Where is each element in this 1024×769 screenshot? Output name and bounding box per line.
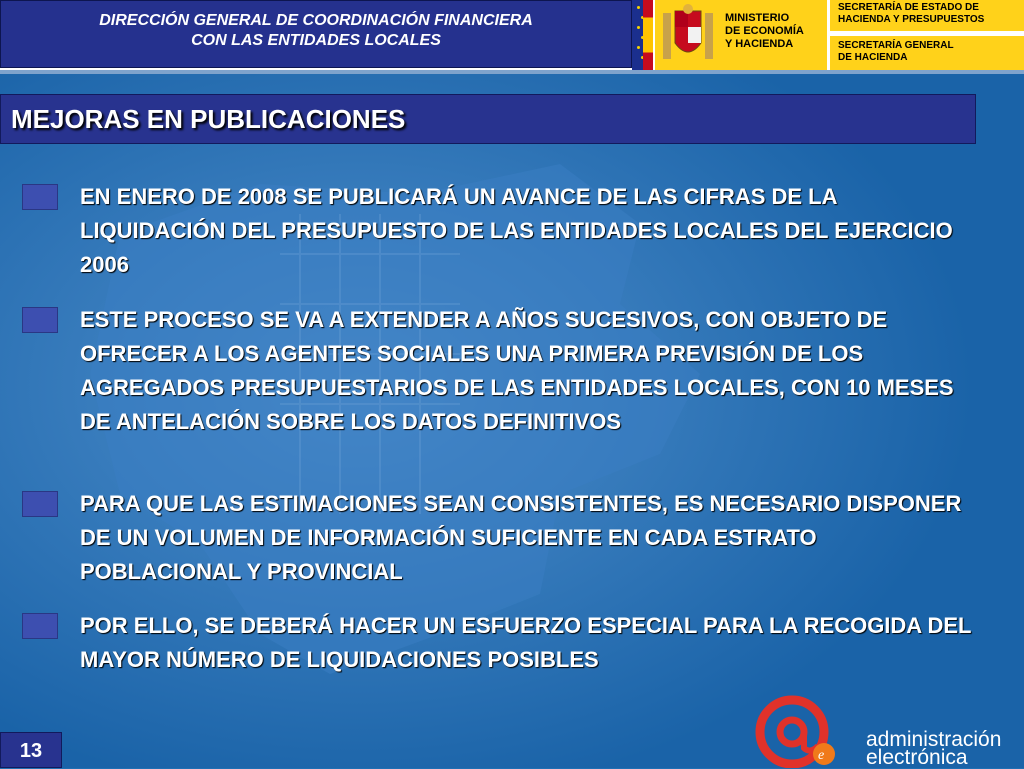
directorate-line-2: CON LAS ENTIDADES LOCALES <box>191 32 441 49</box>
bullet-text: ESTE PROCESO SE VA A EXTENDER A AÑOS SUCESIVOS, CON OBJETO DE OFRECER A LOS AGENTES SOCIALES UNA PRIMERA PREVISIÓN DE LOS AGREGADOS PRESUPUESTARIOS DE LAS ENTIDADES LOCALES, CON 10 MESES DE ANTELACIÓN SOBRE LOS DATOS DEFINITIVOS <box>80 307 954 434</box>
header-divider <box>0 70 1024 74</box>
spain-coat-of-arms-icon <box>661 3 715 67</box>
bullet-square-icon <box>22 184 58 210</box>
bullet-square-icon <box>22 613 58 639</box>
logo-line-1: administración <box>866 728 1002 751</box>
svg-text:e: e <box>818 748 825 763</box>
administracion-electronica-logo <box>866 728 1002 769</box>
ministry-line-3: Y HACIENDA <box>725 38 794 50</box>
bullet-text: EN ENERO DE 2008 SE PUBLICARÁ UN AVANCE DE LAS CIFRAS DE LA LIQUIDACIÓN DEL PRESUPUESTO DE LAS ENTIDADES LOCALES DEL EJERCICIO 2006 <box>80 184 953 277</box>
slide-title-bar <box>0 94 976 144</box>
bullet-square-icon <box>22 307 58 333</box>
directorate-banner <box>0 0 632 68</box>
secretariat-state-line-1: SECRETARÍA DE ESTADO DE <box>838 2 979 13</box>
secretariat-state <box>830 0 1024 31</box>
ministry-line-2: DE ECONOMÍA <box>725 25 804 37</box>
directorate-line-1: DIRECCIÓN GENERAL DE COORDINACIÓN FINANCIERA <box>99 12 533 29</box>
bullet-text: POR ELLO, SE DEBERÁ HACER UN ESFUERZO ESPECIAL PARA LA RECOGIDA DEL MAYOR NÚMERO DE LIQUIDACIONES POSIBLES <box>80 613 972 672</box>
secretariat-general-line-2: DE HACIENDA <box>838 52 908 63</box>
secretariat-state-line-2: HACIENDA Y PRESUPUESTOS <box>838 14 985 25</box>
ministry-name <box>721 0 827 70</box>
slide-title: MEJORAS EN PUBLICACIONES <box>11 104 406 134</box>
logo-line-2: electrónica <box>866 746 968 769</box>
secretariat-general <box>830 36 1024 70</box>
ministry-line-1: MINISTERIO <box>725 12 790 24</box>
header <box>0 0 1024 70</box>
bullet-square-icon <box>22 491 58 517</box>
page-number: 13 <box>0 732 62 768</box>
bullet-text: PARA QUE LAS ESTIMACIONES SEAN CONSISTENTES, ES NECESARIO DISPONER DE UN VOLUMEN DE INFORMACIÓN SUFICIENTE EN CADA ESTRATO POBLACIONAL Y PROVINCIAL <box>80 491 962 584</box>
coat-of-arms <box>655 0 721 70</box>
secretariat-general-line-1: SECRETARÍA GENERAL <box>838 40 954 51</box>
spain-flag-strip <box>643 0 653 70</box>
